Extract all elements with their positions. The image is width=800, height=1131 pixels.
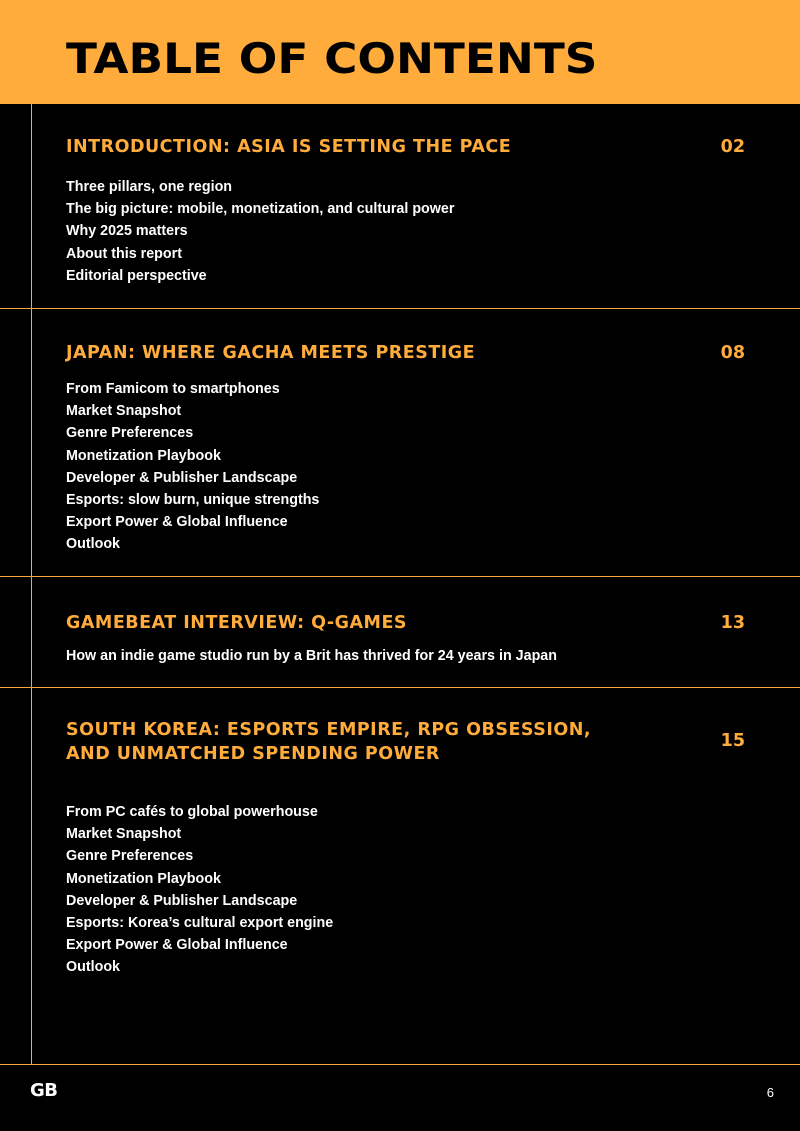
toc-item[interactable]: Esports: slow burn, unique strengths [66,492,320,509]
toc-item[interactable]: Outlook [66,536,121,553]
footer-divider [0,1064,800,1065]
toc-item[interactable]: Monetization Playbook [66,870,221,887]
section-page-japan[interactable]: 08 [720,343,745,363]
toc-item[interactable]: From PC cafés to global powerhouse [66,804,318,820]
toc-item[interactable]: How an indie game studio run by a Brit has thrived for 24 years in Japan [66,648,557,664]
toc-item[interactable]: Genre Preferences [66,848,194,865]
toc-item[interactable]: Esports: Korea’s cultural export engine [66,915,334,932]
toc-item[interactable]: Developer & Publisher Landscape [66,469,298,486]
section-title-south-korea[interactable]: SOUTH KOREA: ESPORTS EMPIRE, RPG OBSESSION, AND UNMATCHED SPENDING POWER [66,720,592,764]
section-divider [0,576,800,577]
toc-item[interactable]: Editorial perspective [66,267,207,284]
vertical-divider [31,104,32,1064]
toc-item[interactable]: About this report [66,245,182,262]
section-title-introduction[interactable]: INTRODUCTION: ASIA IS SETTING THE PACE [66,137,512,157]
toc-item[interactable]: Export Power & Global Influence [66,514,288,531]
toc-item[interactable]: Outlook [66,959,121,976]
section-items-japan [66,378,319,556]
section-title-japan[interactable]: JAPAN: WHERE GACHA MEETS PRESTIGE [66,343,476,363]
toc-item[interactable]: Market Snapshot [66,826,182,843]
section-page-south-korea[interactable]: 15 [720,731,745,751]
header-banner [0,0,800,104]
toc-item[interactable]: Market Snapshot [66,403,182,420]
toc-item[interactable]: Developer & Publisher Landscape [66,892,298,909]
gb-logo: GB [30,1080,58,1101]
section-items-introduction [66,176,454,287]
section-page-introduction[interactable]: 02 [720,137,745,157]
page-number: 6 [766,1085,774,1100]
toc-item[interactable]: Monetization Playbook [66,447,221,464]
section-title-interview[interactable]: GAMEBEAT INTERVIEW: Q-GAMES [66,613,408,633]
toc-item[interactable]: Genre Preferences [66,425,194,442]
toc-item[interactable]: Three pillars, one region [66,179,233,195]
section-items-south-korea [66,801,333,979]
toc-item[interactable]: Why 2025 matters [66,223,188,240]
section-items-interview [66,645,557,667]
page-title: TABLE OF CONTENTS [66,34,598,83]
section-divider [0,308,800,309]
toc-item[interactable]: Export Power & Global Influence [66,937,288,954]
toc-item[interactable]: From Famicom to smartphones [66,381,280,397]
toc-item[interactable]: The big picture: mobile, monetization, and cultural power [66,201,455,218]
section-divider [0,687,800,688]
section-page-interview[interactable]: 13 [720,613,745,633]
